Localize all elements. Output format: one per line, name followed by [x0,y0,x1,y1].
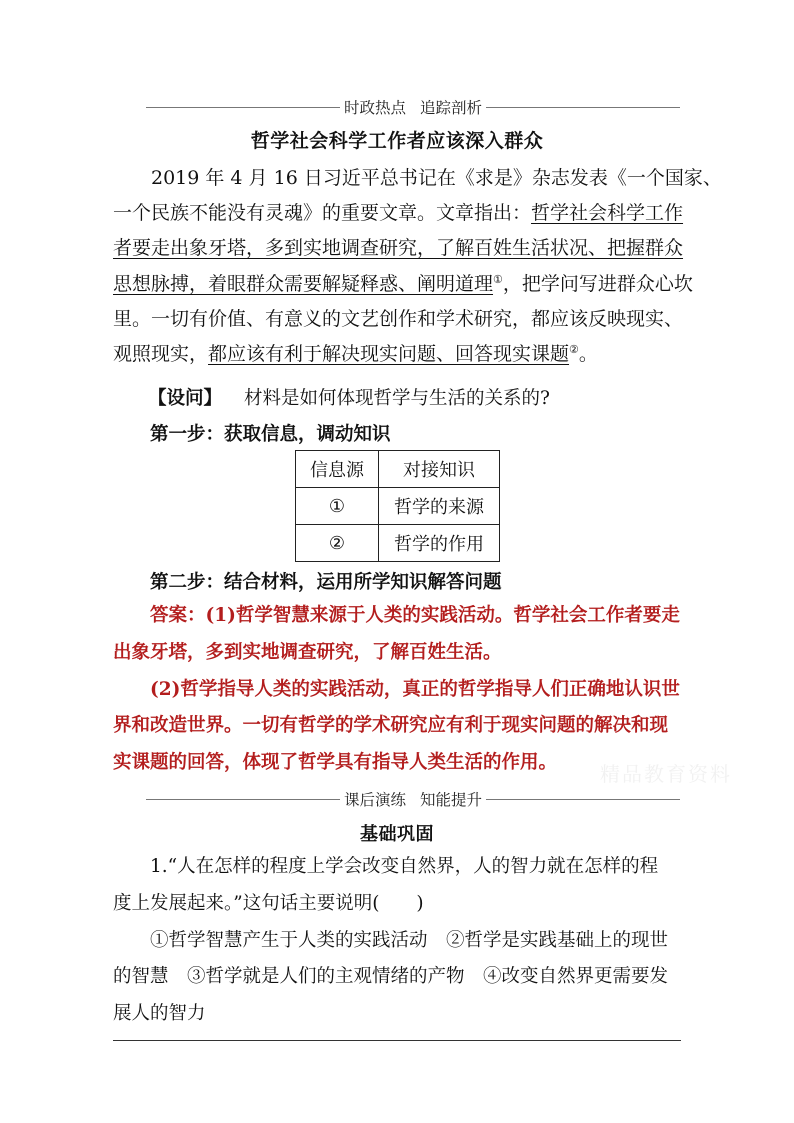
underlined-text: 思想脉搏，着眼群众需要解疑释惑、阐明道理 [113,272,494,295]
answer-label: 答案： [150,605,206,626]
passage-line-3: 者要走出象牙塔，多到实地调查研究，了解百姓生活状况、把握群众 [113,237,684,260]
divider-rule-right [486,107,680,108]
section-divider-current-affairs [146,97,680,117]
question [148,384,550,410]
table-header-cell: 信息源 [296,451,379,488]
table-row [296,525,500,562]
info-table [295,450,500,562]
divider-rule-left [146,799,340,800]
question-text: 材料是如何体现哲学与生活的关系的? [244,388,550,409]
passage-line-5: 里。一切有价值、有意义的文艺创作和学术研究，都应该反映现实、 [113,307,684,330]
table-row [296,488,500,525]
passage [113,161,722,372]
watermark: 精品教育资料 [600,762,732,786]
answer-line: (2)哲学指导人类的实践活动，真正的哲学指导人们正确地认识世 [150,678,680,700]
table-header-row [296,451,500,488]
table-cell: ② [296,525,379,562]
question-stem-line: 1.“人在怎样的程度上学会改变自然界，人的智力就在怎样的程 [150,856,659,877]
table-cell: 哲学的作用 [379,525,500,562]
section-heading: 时政热点 追踪剖析 [343,99,483,117]
answer [113,598,685,782]
page-bottom-rule [113,1040,681,1041]
section-heading: 课后演练 知能提升 [343,791,483,809]
step-two: 第二步：结合材料，运用所学知识解答问题 [150,572,502,593]
answer-line: 实课题的回答，体现了哲学具有指导人类生活的作用。 [113,752,558,774]
answer-line: 出象牙塔，多到实地调查研究，了解百姓生活。 [113,641,502,663]
divider-rule-left [146,107,340,108]
question-1 [113,849,685,1033]
question-tag: 【设问】 [148,388,223,409]
passage-line-1: 2019 年 4 月 16 日习近平总书记在《求是》杂志发表《一个国家、 [151,167,722,189]
answer-line: 界和改造世界。一切有哲学的学术研究应有利于现实问题的解决和现 [113,715,669,737]
step-one: 第一步：获取信息，调动知识 [150,424,391,445]
underlined-text: 都应该有利于解决现实问题、回答现实课题 [208,342,570,365]
answer-line: 答案：(1)哲学智慧来源于人类的实践活动。哲学社会工作者要走 [150,605,680,626]
footnote-marker-1: ① [493,272,503,286]
article-title: 哲学社会科学工作者应该深入群众 [250,130,544,152]
divider-rule-right [486,799,680,800]
passage-line-2: 一个民族不能没有灵魂》的重要文章。文章指出：哲学社会科学工作 [113,202,684,225]
subsection-title: 基础巩固 [360,824,434,845]
question-stem-line: 度上发展起来。”这句话主要说明( ) [113,892,424,914]
question-options-line: 展人的智力 [113,1003,206,1025]
underlined-text: 哲学社会科学工作 [531,202,684,225]
table-cell: ① [296,488,379,525]
table-header-cell: 对接知识 [379,451,500,488]
footnote-marker-2: ② [569,342,579,356]
question-options-line: 的智慧 ③哲学就是人们的主观情绪的产物 ④改变自然界更需要发 [113,966,669,988]
passage-line-4: 思想脉搏，着眼群众需要解疑释惑、阐明道理①，把学问写进群众心坎 [113,272,693,295]
table-cell: 哲学的来源 [379,488,500,525]
question-options-line: ①哲学智慧产生于人类的实践活动 ②哲学是实践基础上的现世 [150,929,669,951]
section-divider-practice [146,789,680,809]
passage-line-6: 观照现实，都应该有利于解决现实问题、回答现实课题②。 [113,342,598,365]
